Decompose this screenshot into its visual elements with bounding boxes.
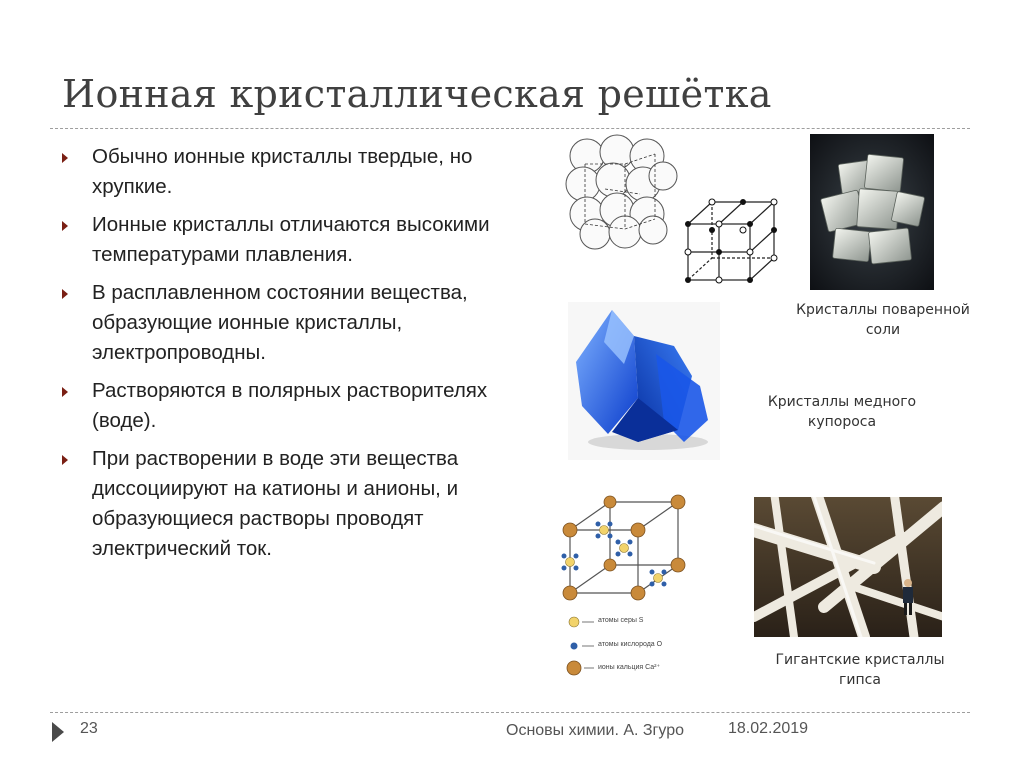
bullet-text: При растворении в воде эти вещества диссоциируют на катионы и анионы, и образующиеся растворы проводят электрический ток. xyxy=(92,447,459,560)
bullet-item xyxy=(60,278,510,368)
salt-caption-line: Кристаллы поваренной xyxy=(796,302,970,318)
bullet-item xyxy=(60,142,510,202)
salt-caption xyxy=(790,300,976,340)
bullet-arrow-icon xyxy=(62,455,68,465)
gypsum-caption xyxy=(760,650,960,690)
bullet-item xyxy=(60,376,510,436)
bullet-text: Растворяются в полярных растворителях (воде). xyxy=(92,379,488,432)
legend-sulfur: атомы серы S xyxy=(598,617,644,624)
bullet-arrow-icon xyxy=(62,387,68,397)
bullet-item xyxy=(60,444,510,564)
gypsum-cave-photo xyxy=(754,497,942,637)
slide-date: 18.02.2019 xyxy=(728,720,809,737)
bullet-text: В расплавленном состоянии вещества, образующие ионные кристаллы, электропроводны. xyxy=(92,281,468,364)
salt-crystals-photo xyxy=(810,134,934,290)
page-number: 23 xyxy=(80,720,98,737)
slide-nav-arrow-icon[interactable] xyxy=(52,722,64,742)
salt-caption-line: соли xyxy=(865,322,901,338)
copper-sulfate-photo xyxy=(568,302,720,460)
sphere-packing-diagram xyxy=(565,134,680,252)
bullet-arrow-icon xyxy=(62,289,68,299)
bullet-item xyxy=(60,210,510,270)
gypsum-unit-cell-diagram xyxy=(548,488,708,680)
bullet-arrow-icon xyxy=(62,221,68,231)
bullet-list xyxy=(60,142,510,572)
copper-caption-line: купороса xyxy=(807,414,877,430)
bullet-text: Обычно ионные кристаллы твердые, но хрупкие. xyxy=(92,145,473,198)
course-name: Основы химии. А. Згуро xyxy=(506,722,685,739)
legend-calcium: ионы кальция Ca²⁺ xyxy=(598,664,661,671)
gypsum-caption-line: Гигантские кристаллы xyxy=(775,652,945,668)
slide-title: Ионная кристаллическая решётка xyxy=(62,72,772,116)
footer-divider xyxy=(50,712,970,713)
title-divider xyxy=(50,128,970,129)
legend-oxygen: атомы кислорода O xyxy=(598,641,663,648)
gypsum-caption-line: гипса xyxy=(839,672,881,688)
copper-caption xyxy=(756,392,928,432)
cubic-lattice-diagram xyxy=(680,196,780,284)
bullet-text: Ионные кристаллы отличаются высокими температурами плавления. xyxy=(92,213,490,266)
bullet-arrow-icon xyxy=(62,153,68,163)
copper-caption-line: Кристаллы медного xyxy=(767,394,917,410)
